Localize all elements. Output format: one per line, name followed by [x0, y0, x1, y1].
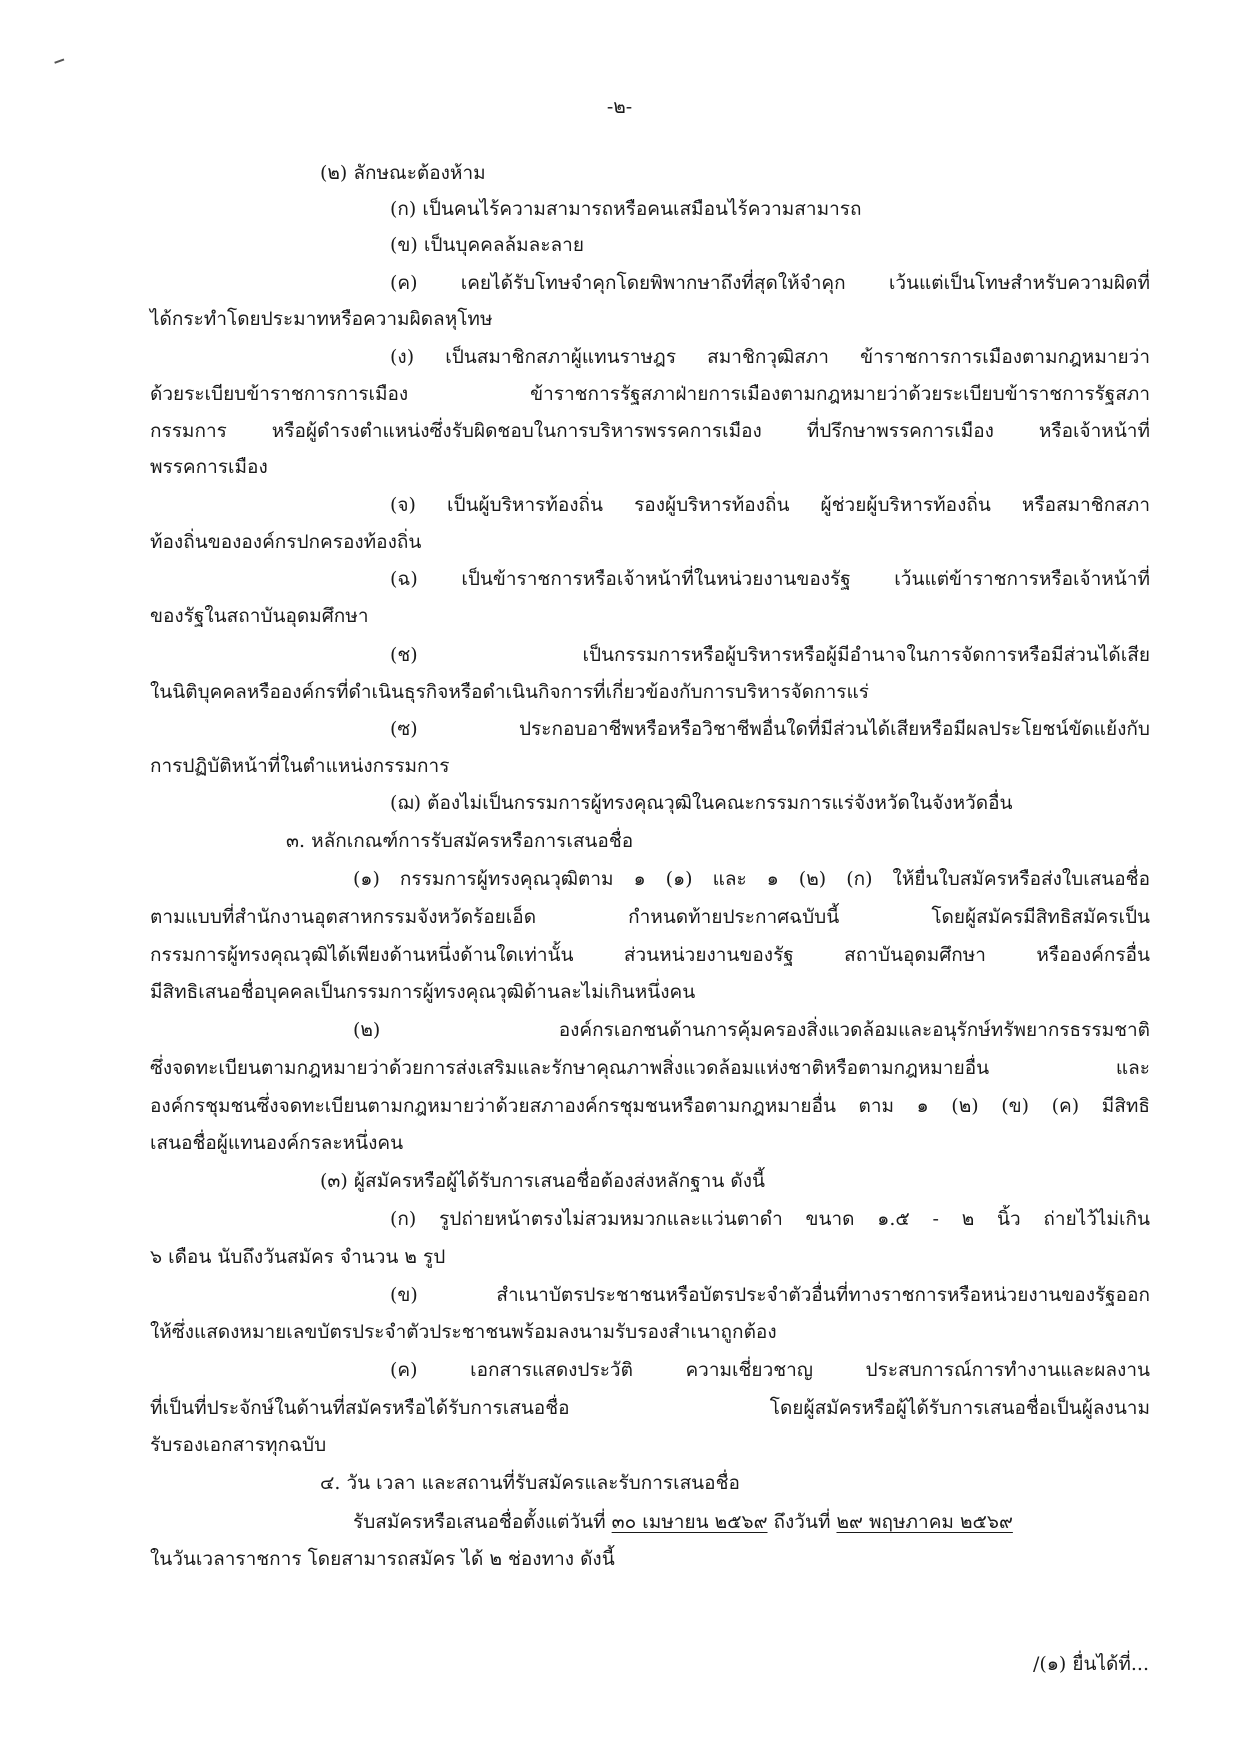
section-3-3-kho-cont: ให้ซึ่งแสดงหมายเลขบัตรประจำตัวประชาชนพร้อมลงนามรับรองสำเนาถูกต้อง [150, 1321, 777, 1343]
section-3-1-cont-3: มีสิทธิเสนอชื่อบุคคลเป็นกรรมการผู้ทรงคุณวุฒิด้านละไม่เกินหนึ่งคน [150, 981, 696, 1003]
scan-mark [54, 58, 65, 67]
item-cho: (จ) เป็นผู้บริหารท้องถิ่น รองผู้บริหารท้องถิ่น ผู้ช่วยผู้บริหารท้องถิ่น หรือสมาชิกสภา [390, 494, 1150, 516]
section-3-1: (๑) กรรมการผู้ทรงคุณวุฒิตาม ๑ (๑) และ ๑ (๒) (ก) ให้ยื่นใบสมัครหรือส่งใบเสนอชื่อ [353, 868, 1150, 890]
item-so: (ซ) ประกอบอาชีพหรือหรือวิชาชีพอื่นใดที่มีส่วนได้เสียหรือมีผลประโยชน์ขัดแย้งกับ [390, 718, 1150, 740]
item-chang: (ช) เป็นกรรมการหรือผู้บริหารหรือผู้มีอำนาจในการจัดการหรือมีส่วนได้เสีย [390, 644, 1150, 666]
item-ngo-cont-2: กรรมการ หรือผู้ดำรงตำแหน่งซึ่งรับผิดชอบในการบริหารพรรคการเมือง ที่ปรึกษาพรรคการเมือง หรือเจ้าหน้าที่ [150, 420, 1150, 442]
item-ka: (ก) เป็นคนไร้ความสามารถหรือคนเสมือนไร้ความสามารถ [390, 198, 862, 220]
section-3-2-cont-1: ซึ่งจดทะเบียนตามกฎหมายว่าด้วยการส่งเสริมและรักษาคุณภาพสิ่งแวดล้อมแห่งชาติหรือตามกฎหมายอื่น และ [150, 1057, 1150, 1079]
section-2-heading: (๒) ลักษณะต้องห้าม [320, 162, 486, 184]
item-so-cont: การปฏิบัติหน้าที่ในตำแหน่งกรรมการ [150, 755, 450, 777]
section-3-3-kho: (ข) สำเนาบัตรประชาชนหรือบัตรประจำตัวอื่นที่ทางราชการหรือหน่วยงานของรัฐออก [390, 1284, 1150, 1306]
section-3-1-cont-2: กรรมการผู้ทรงคุณวุฒิได้เพียงด้านหนึ่งด้านใดเท่านั้น ส่วนหน่วยงานของรัฐ สถาบันอุดมศึกษา หรือองค์กรอื่น [150, 944, 1150, 966]
item-kho-khwai: (ค) เคยได้รับโทษจำคุกโดยพิพากษาถึงที่สุดให้จำคุก เว้นแต่เป็นโทษสำหรับความผิดที่ [390, 272, 1150, 294]
section-4-heading: ๔. วัน เวลา และสถานที่รับสมัครและรับการเสนอชื่อ [320, 1472, 740, 1494]
section-3-3-kho-khwai-cont-1: ที่เป็นที่ประจักษ์ในด้านที่สมัครหรือได้รับการเสนอชื่อ โดยผู้สมัครหรือผู้ได้รับการเสนอชื่อเป็นผู้ลงนาม [150, 1397, 1150, 1419]
section-3-3-kho-khwai: (ค) เอกสารแสดงประวัติ ความเชี่ยวชาญ ประสบการณ์การทำงานและผลงาน [390, 1359, 1150, 1381]
item-chor: (ฉ) เป็นข้าราชการหรือเจ้าหน้าที่ในหน่วยงานของรัฐ เว้นแต่ข้าราชการหรือเจ้าหน้าที่ [390, 568, 1150, 590]
dates-line [353, 1507, 1043, 1537]
dates-prefix: รับสมัครหรือเสนอชื่อตั้งแต่วันที่ [353, 1511, 606, 1533]
item-ngo: (ง) เป็นสมาชิกสภาผู้แทนราษฎร สมาชิกวุฒิสภา ข้าราชการการเมืองตามกฎหมายว่า [390, 346, 1150, 368]
section-3-3-kho-khwai-cont-2: รับรองเอกสารทุกฉบับ [150, 1434, 327, 1456]
item-ngo-cont-1: ด้วยระเบียบข้าราชการการเมือง ข้าราชการรัฐสภาฝ่ายการเมืองตามกฎหมายว่าด้วยระเบียบข้าราชการรัฐสภา [150, 383, 1150, 405]
section-3-heading: ๓. หลักเกณฑ์การรับสมัครหรือการเสนอชื่อ [286, 830, 634, 852]
dates-middle: ถึงวันที่ [773, 1511, 831, 1533]
item-chor-cont: ของรัฐในสถาบันอุดมศึกษา [150, 605, 369, 627]
channels-line: ในวันเวลาราชการ โดยสามารถสมัคร ได้ ๒ ช่องทาง ดังนี้ [150, 1548, 615, 1570]
section-3-3-ka-cont: ๖ เดือน นับถึงวันสมัคร จำนวน ๒ รูป [150, 1246, 446, 1268]
section-3-3-ka: (ก) รูปถ่ายหน้าตรงไม่สวมหมวกและแว่นตาดำ ขนาด ๑.๕ - ๒ นิ้ว ถ่ายไว้ไม่เกิน [390, 1208, 1150, 1230]
start-date: ๓๐ เมษายน ๒๕๖๙ [611, 1511, 768, 1533]
item-chang-cont: ในนิติบุคคลหรือองค์กรที่ดำเนินธุรกิจหรือดำเนินกิจการที่เกี่ยวข้องกับการบริหารจัดการแร่ [150, 681, 869, 703]
section-3-2: (๒) องค์กรเอกชนด้านการคุ้มครองสิ่งแวดล้อมและอนุรักษ์ทรัพยากรธรรมชาติ [353, 1019, 1150, 1041]
section-3-2-cont-2: องค์กรชุมชนซึ่งจดทะเบียนตามกฎหมายว่าด้วยสภาองค์กรชุมชนหรือตามกฎหมายอื่น ตาม ๑ (๒) (ข) (ค) มีสิทธิ [150, 1095, 1150, 1117]
item-cho-cont: ท้องถิ่นขององค์กรปกครองท้องถิ่น [150, 531, 422, 553]
page-number: -๒- [606, 96, 633, 118]
item-cho-choe: (ฌ) ต้องไม่เป็นกรรมการผู้ทรงคุณวุฒิในคณะกรรมการแร่จังหวัดในจังหวัดอื่น [390, 792, 1013, 814]
footer-continuation: /(๑) ยื่นได้ที่... [1033, 1653, 1149, 1675]
item-kho: (ข) เป็นบุคคลล้มละลาย [390, 234, 584, 256]
end-date: ๒๙ พฤษภาคม ๒๕๖๙ [836, 1511, 1013, 1533]
item-kho-khwai-cont: ได้กระทำโดยประมาทหรือความผิดลหุโทษ [150, 308, 493, 330]
section-3-3: (๓) ผู้สมัครหรือผู้ได้รับการเสนอชื่อต้องส่งหลักฐาน ดังนี้ [320, 1170, 765, 1192]
item-ngo-cont-3: พรรคการเมือง [150, 456, 268, 478]
section-3-2-cont-3: เสนอชื่อผู้แทนองค์กรละหนึ่งคน [150, 1132, 404, 1154]
section-3-1-cont-1: ตามแบบที่สำนักงานอุตสาหกรรมจังหวัดร้อยเอ็ด กำหนดท้ายประกาศฉบับนี้ โดยผู้สมัครมีสิทธิสมัครเป็น [150, 906, 1150, 928]
